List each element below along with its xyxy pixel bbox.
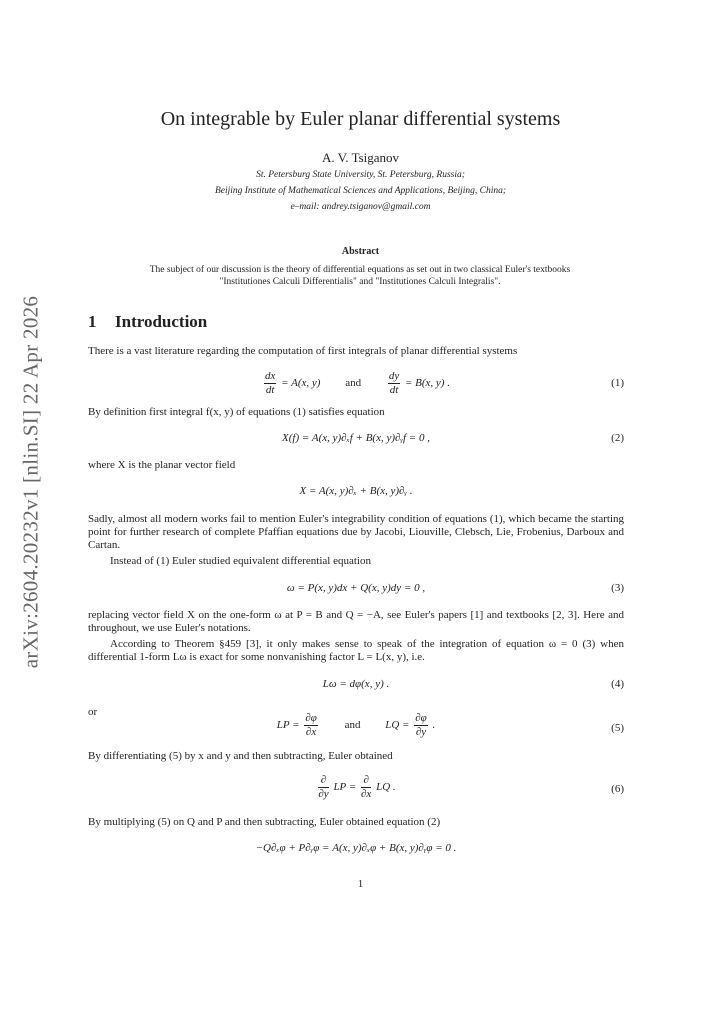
equation-vector-field: X = A(x, y)∂ₓ + B(x, y)∂ᵧ . <box>299 485 413 497</box>
paper-title: On integrable by Euler planar differential systems <box>160 108 561 130</box>
paragraph-6: replacing vector field X on the one-form ω at P = B and Q = −A, see Euler's papers [1] and textbooks [2, 3]. Here and throughout, we use Euler's notations. <box>88 609 624 634</box>
and-word: and <box>345 377 362 390</box>
author: A. V. Tsiganov <box>321 150 400 165</box>
affiliation-1: St. Petersburg State University, St. Petersburg, Russia; <box>256 170 465 180</box>
equation-7: −Q∂ₓφ + P∂ᵧφ = A(x, y)∂ₓφ + B(x, y)∂ᵧφ = 0 . <box>255 842 457 854</box>
section-heading <box>88 312 207 332</box>
equation-4: Lω = dφ(x, y) . <box>322 678 390 690</box>
and-word: and <box>344 719 361 732</box>
equation-2-number: (2) <box>611 432 624 444</box>
equation-5: LP = $\frac{\partial\varphi}{\partial x}$ and LQ = $\frac{\partial\varphi}{\partial y}$ . <box>276 712 436 738</box>
equation-1: $\frac{dx}{dt}$ = A(x, y) and $\frac{dy}{dt}$ = B(x, y) . <box>265 370 450 396</box>
equation-1-number: (1) <box>611 377 624 389</box>
section-title: Introduction <box>115 312 208 331</box>
arxiv-identifier: arXiv:2604.20232v1 [nlin.SI] 22 Apr 2026 <box>18 295 43 669</box>
equation-6-number: (6) <box>611 783 624 795</box>
email: e–mail: andrey.tsiganov@gmail.com <box>290 202 431 212</box>
abstract-heading: Abstract <box>341 246 380 257</box>
equation-4-number: (4) <box>611 678 624 690</box>
equation-3: ω = P(x, y)dx + Q(x, y)dy = 0 , <box>286 582 426 594</box>
equation-5-number: (5) <box>611 722 624 734</box>
page-number: 1 <box>357 878 364 890</box>
paragraph-7: According to Theorem §459 [3], it only makes sense to speak of the integration of equation ω = 0 (3) when differential 1-form Lω is exact for some nonvanishing factor L = L(x, y), i.e. <box>88 638 624 663</box>
equation-3-number: (3) <box>611 582 624 594</box>
paragraph-8: or <box>88 706 98 718</box>
equation-6: $\frac{\partial}{\partial y}$ LP = $\frac{\partial}{\partial x}$ LQ . <box>318 774 396 800</box>
paragraph-10: By multiplying (5) on Q and P and then subtracting, Euler obtained equation (2) <box>88 816 441 828</box>
paragraph-3: where X is the planar vector field <box>88 459 236 471</box>
affiliation-2: Beijing Institute of Mathematical Sciences and Applications, Beijing, China; <box>214 186 507 196</box>
equation-2: X(f) = A(x, y)∂ₓf + B(x, y)∂ᵧf = 0 , <box>282 432 430 444</box>
paragraph-5: Instead of (1) Euler studied equivalent differential equation <box>110 555 371 567</box>
paragraph-9: By differentiating (5) by x and y and then subtracting, Euler obtained <box>88 750 393 762</box>
section-number: 1 <box>88 312 97 331</box>
abstract-text: The subject of our discussion is the theory of differential equations as set out in two classical Euler's textbooks "Institutiones Calculi Differentialis" and "Institutiones Calculi Integralis". <box>149 265 571 287</box>
paragraph-1: There is a vast literature regarding the computation of first integrals of planar differential systems <box>88 345 518 357</box>
paragraph-2: By definition first integral f(x, y) of equations (1) satisfies equation <box>88 406 385 418</box>
paragraph-4: Sadly, almost all modern works fail to mention Euler's integrability condition of equations (1), which became the starting point for further research of complete Pfaffian equations due by Jacobi, Liouville, Clebsch, Lie, Frobenius, Darboux and Cartan. <box>88 513 624 551</box>
